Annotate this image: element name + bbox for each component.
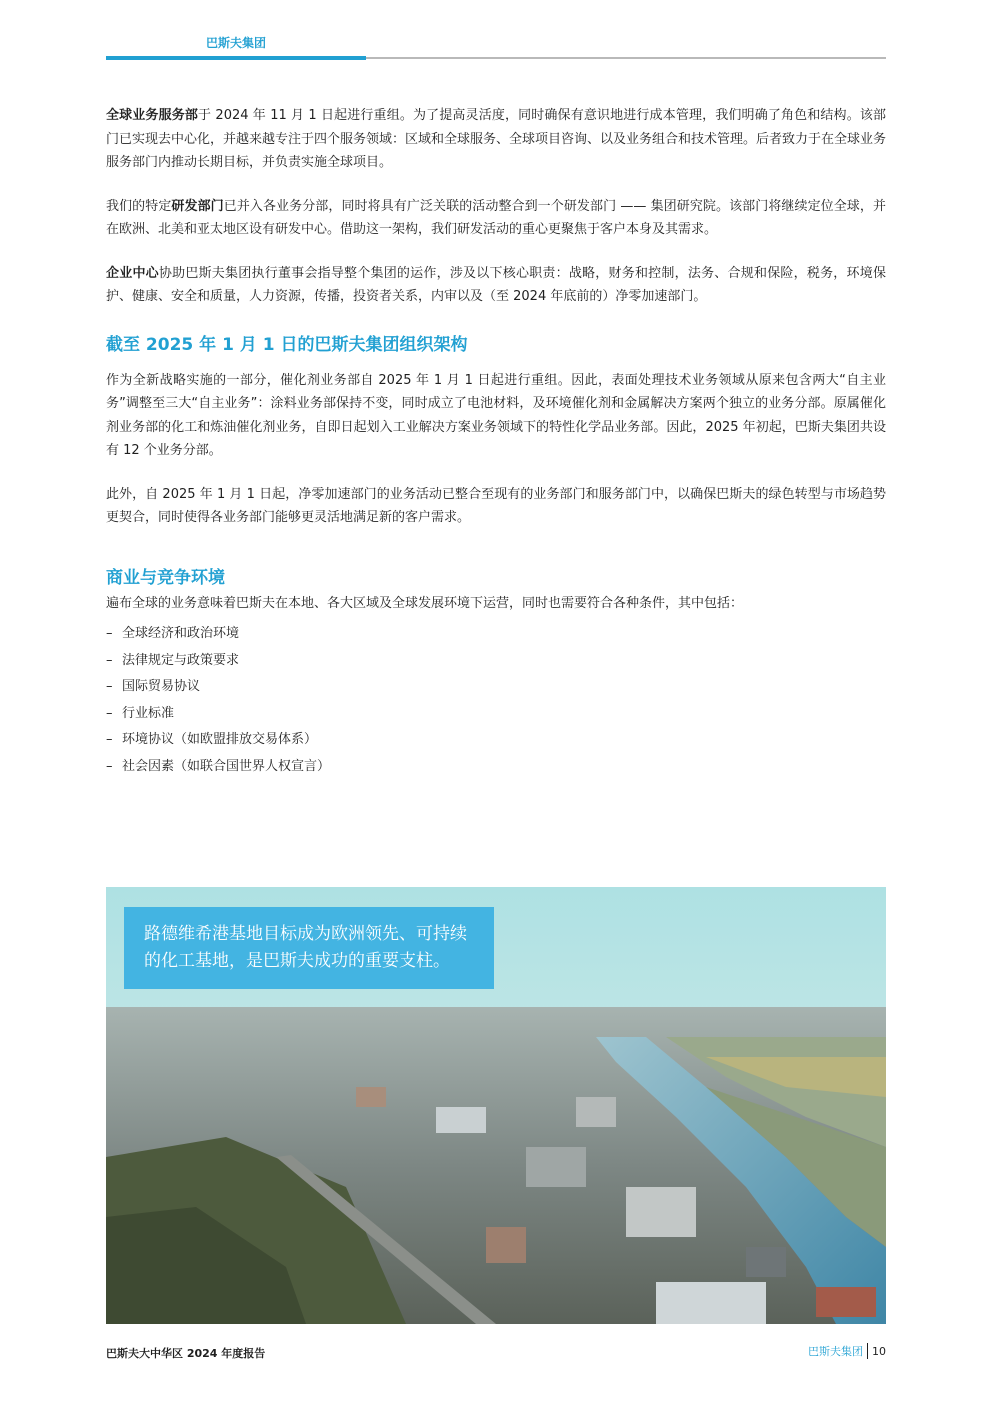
dash-bullet: – — [106, 758, 113, 774]
paragraph-text: 我们的特定 — [106, 198, 172, 214]
photo-caption-callout: 路德维希港基地目标成为欧洲领先、可持续的化工基地，是巴斯夫成功的重要支柱。 — [124, 907, 494, 989]
dash-bullet: – — [106, 705, 113, 721]
paragraph-rd — [106, 195, 886, 242]
header-accent-bar — [106, 56, 366, 60]
paragraph-text: 已并入各业务分部，同时将具有广泛关联的活动整合到一个研发部门 —— 集团研究院。该部门将继续定位全球，并在欧洲、北美和亚太地区设有研发中心。借助这一架构，我们研发活动的重心更聚焦于客户本身及其需求。 — [106, 198, 886, 237]
term-rd-department: 研发部门 — [171, 198, 224, 214]
dash-bullet: – — [106, 732, 113, 747]
list-item: – 全球经济和政治环境 — [106, 621, 886, 648]
paragraph-environment-intro: 遍布全球的业务意味着巴斯夫在本地、各大区域及全球发展环境下运营，同时也需要符合各种条件，其中包括： — [106, 595, 744, 611]
dash-bullet: – — [106, 652, 113, 668]
paragraph-catalysts-restructure: 作为全新战略实施的一部分，催化剂业务部自 2025 年 1 月 1 日起进行重组。因此，表面处理技术业务领域从原来包含两大“自主业务”调整至三大“自主业务”：涂料业务部保持不变，同时成立了电池材料，及环境催化剂和金属解决方案两个独立的业务分部。原属催化剂业务部的化工和炼油催化剂业务，自即日起划入工业解决方案业务领域下的特性化学品业务部。因此，2025 年初起，巴斯夫集团共设有 12 个业务分部。 — [106, 372, 886, 458]
list-item: – 行业标准 — [106, 701, 886, 728]
aerial-photo-ludwigshafen — [106, 887, 886, 1324]
term-corporate-center: 企业中心 — [106, 265, 159, 281]
paragraph-text: 于 2024 年 11 月 1 日起进行重组。为了提高灵活度，同时确保有意识地进行成本管理，我们明确了角色和结构。该部门已实现去中心化，并越来越专注于四个服务领域：区域和全球服务、全球项目咨询、以及业务组合和技术管理。后者致力于在全球业务服务部门内推动长期目标，并负责实施全球项目。 — [106, 108, 887, 170]
footer-separator — [867, 1343, 868, 1359]
paragraph-corporate-center — [106, 262, 886, 309]
main-content — [106, 104, 886, 780]
list-item: – 社会因素（如联合国世界人权宣言） — [106, 754, 886, 781]
list-item: – 环境协议（如欧盟排放交易体系） — [106, 727, 886, 754]
dash-bullet: – — [106, 679, 113, 694]
paragraph-net-zero-integration: 此外，自 2025 年 1 月 1 日起，净零加速部门的业务活动已整合至现有的业务部门和服务部门中，以确保巴斯夫的绿色转型与市场趋势更契合，同时使得各业务部门能够更灵活地满足新的客户需求。 — [106, 486, 886, 525]
list-item: – 法律规定与政策要求 — [106, 648, 886, 675]
list-item: – 国际贸易协议 — [106, 674, 886, 701]
footer-section-name: 巴斯夫集团 — [808, 1345, 863, 1358]
paragraph-global-business-services — [106, 104, 886, 175]
paragraph-text: 协助巴斯夫集团执行董事会指导整个集团的运作，涉及以下核心职责：战略，财务和控制，法务、合规和保险，税务，环境保护、健康、安全和质量，人力资源，传播，投资者关系，内审以及（至 2024 年底前的）净零加速部门。 — [106, 265, 886, 304]
conditions-list — [106, 621, 886, 780]
section-heading-org-structure: 截至 2025 年 1 月 1 日的巴斯夫集团组织架构 — [106, 334, 468, 355]
term-global-business-services: 全球业务服务部 — [106, 108, 198, 123]
footer-report-title: 巴斯夫大中华区 2024 年度报告 — [106, 1347, 266, 1360]
section-heading-business-environment: 商业与竞争环境 — [106, 567, 225, 588]
dash-bullet: – — [106, 626, 113, 641]
footer-right — [808, 1343, 886, 1359]
page-number: 10 — [872, 1344, 886, 1358]
header-title: 巴斯夫集团 — [206, 36, 267, 50]
